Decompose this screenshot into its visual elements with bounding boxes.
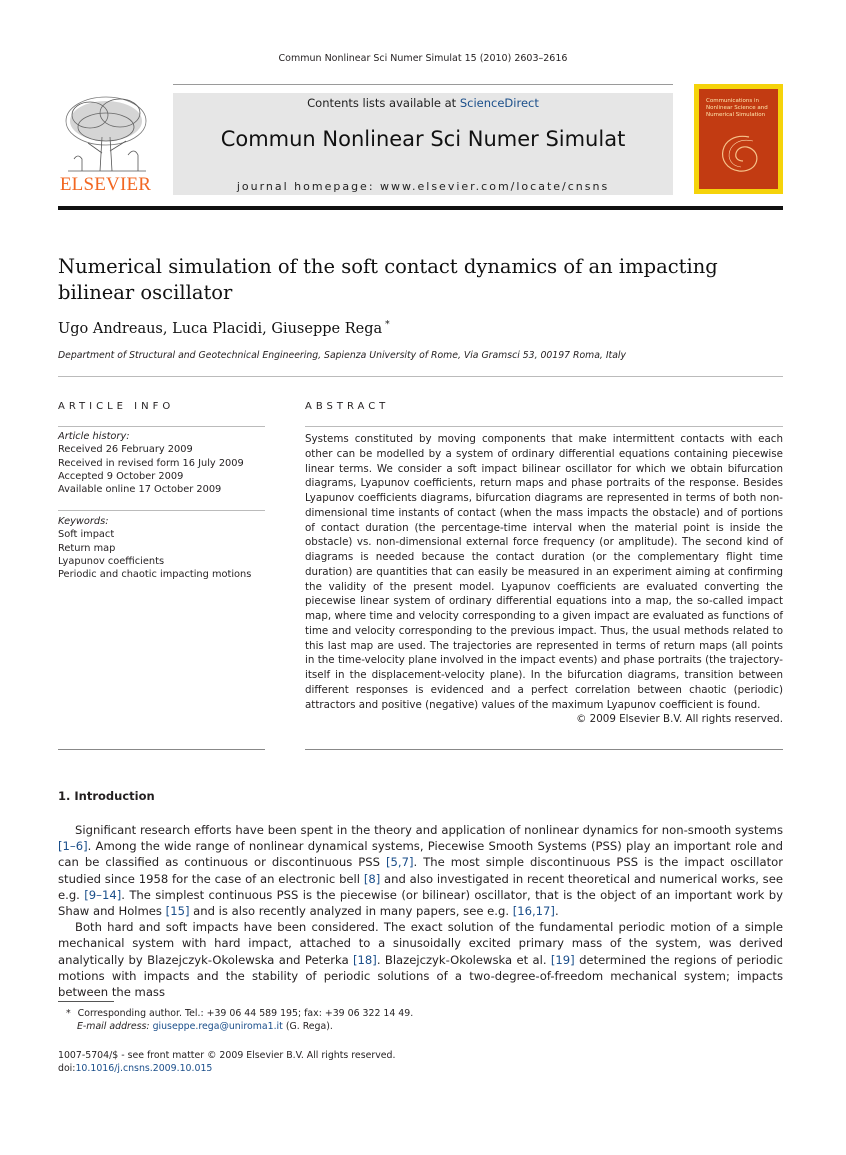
keyword-item: Soft impact <box>58 529 115 541</box>
paragraph-text: determined the regions of periodic motions with impacts and the stability of periodic solutions of a two-degree-of-freedom mechanical system; impacts between the mass <box>58 952 784 1000</box>
affiliation: Department of Structural and Geotechnical Engineering, Sapienza University of Rome, Via Gramsci 53, 00197 Roma, Italy <box>58 350 626 361</box>
reference-link[interactable]: [16,17] <box>512 904 555 919</box>
elsevier-wordmark: ELSEVIER <box>59 174 152 195</box>
introduction-paragraph-2 <box>58 919 783 1000</box>
front-matter-line: 1007-5704/$ - see front matter © 2009 Elsevier B.V. All rights reserved. <box>58 1050 396 1061</box>
reference-link[interactable]: [15] <box>165 904 190 919</box>
paragraph-text: Significant research efforts have been spent in the theory and application of nonlinear dynamics for non-smooth systems <box>75 823 783 837</box>
keywords-rule <box>58 510 265 511</box>
journal-masthead <box>173 93 673 195</box>
footnote-contact <box>58 1007 558 1020</box>
paragraph-text: and also investigated in recent theoretical and numerical works, see e.g. <box>58 871 783 902</box>
article-info-rule <box>58 426 265 427</box>
reference-link[interactable]: [18] <box>353 952 377 967</box>
reference-link[interactable]: [1–6] <box>58 839 88 854</box>
paragraph-text: . Among the wide range of nonlinear dynamical systems, Piecewise Smooth Systems (PSS) play an important role and can be classified as continuous or discontinuous PSS <box>58 839 783 870</box>
article-info-heading: ARTICLE INFO <box>58 401 175 412</box>
abstract-copyright: © 2009 Elsevier B.V. All rights reserved. <box>576 713 783 726</box>
keyword-item: Return map <box>58 542 116 554</box>
abstract-rule <box>305 426 783 427</box>
header-bottom-rule <box>58 206 783 210</box>
keywords-label: Keywords: <box>58 516 109 527</box>
history-item: Received 26 February 2009 <box>58 444 193 456</box>
article-history <box>58 430 265 496</box>
paragraph-text: . The simplest continuous PSS is the piecewise (or bilinear) oscillator, that is the object of an important work by Shaw and Holmes <box>58 887 783 919</box>
cover-art <box>699 89 778 189</box>
header-top-rule <box>173 84 673 85</box>
reference-link[interactable]: [5,7] <box>386 855 414 870</box>
author-list <box>58 320 390 337</box>
contents-line <box>173 96 673 110</box>
abstract-heading: ABSTRACT <box>305 401 390 412</box>
cover-spiral-icon <box>709 127 767 177</box>
doi-line <box>58 1062 395 1075</box>
elsevier-logo <box>58 93 153 196</box>
sciencedirect-link[interactable]: ScienceDirect <box>459 96 539 110</box>
issn-block <box>58 1049 395 1075</box>
doi-label: doi: <box>58 1063 76 1074</box>
abstract <box>305 432 783 727</box>
history-item: Received in revised form 16 July 2009 <box>58 457 244 469</box>
abstract-end-rule <box>305 749 783 750</box>
reference-link[interactable]: [19] <box>550 952 575 967</box>
introduction-body <box>58 822 783 1000</box>
footnote-mark: * <box>66 1008 71 1019</box>
paragraph-text: . Blazejczyk-Okolewska et al. <box>376 952 551 967</box>
affiliation-rule <box>58 376 783 377</box>
email-label: E-mail address: <box>77 1021 150 1032</box>
contents-prefix: Contents lists available at <box>307 96 460 110</box>
email-link[interactable]: giuseppe.rega@uniroma1.it <box>152 1021 283 1032</box>
article-title: Numerical simulation of the soft contact dynamics of an impacting bilinear oscillator <box>58 255 718 304</box>
running-citation: Commun Nonlinear Sci Numer Simulat 15 (2010) 2603–2616 <box>278 53 568 64</box>
doi-link[interactable]: 10.1016/j.cnsns.2009.10.015 <box>75 1063 213 1074</box>
introduction-heading: 1. Introduction <box>58 789 155 803</box>
abstract-text: Systems constituted by moving components that make intermittent contacts with each other can be modelled by a system of ordinary differential equations containing piecewise linear terms. We consider a soft impact bilinear oscillator for which we obtain bifurcation diagrams, Lyapunov coefficients, return maps and phase portraits of the response. Besides Lyapunov coefficients diagrams, bifurcation diagrams are represented in terms of both non-dimensional time instants of contact (when the mass impacts the obstacle) and of portions of contact duration (the percentage-time interval when the material point is inside the obstacle) vs. non-dimensional external force frequency (or amplitude). The second kind of diagrams is needed because the contact duration (or the complementary flight time duration) are quantities that can easily be measured in an experiment aiming at confirming the validity of the present model. Lyapunov coefficients are evaluated converting the piecewise linear system of ordinary differential equations into a map, the so-called impact map, where time and velocity corresponding to a given impact are evaluated as functions of time and velocity corresponding to the previous impact. Thus, the usual methods related to this last map are used. The trajectories are represented in terms of return maps (all points in the time-velocity plane involved in the impact events) and phase portraits (the trajectory-itself in the displacement-velocity plane). In the bifurcation diagrams, transition between different responses is evidenced and a perfect correlation between chaotic (periodic) attractors and positive (negative) values of the maximum Lyapunov coefficient is found. <box>305 433 783 711</box>
keyword-item: Periodic and chaotic impacting motions <box>58 569 252 581</box>
footnote-phone: Corresponding author. Tel.: +39 06 44 589 195; fax: +39 06 322 14 49. <box>77 1008 414 1019</box>
footnote-email-line <box>58 1020 558 1033</box>
journal-cover-image <box>694 84 783 194</box>
reference-link[interactable]: [9–14] <box>84 887 122 902</box>
journal-homepage-link[interactable]: journal homepage: www.elsevier.com/locate/cnsns <box>236 180 610 193</box>
paragraph-text: Both hard and soft impacts have been considered. The exact solution of the fundamental periodic motion of a simple mechanical system with hard impact, attached to a sinusoidally excited primary mass of the system, was derived analytically by Blazejczyk-Okolewska and Peterka <box>58 920 783 967</box>
email-suffix: (G. Rega). <box>285 1021 333 1032</box>
author-names: Ugo Andreaus, Luca Placidi, Giuseppe Rega <box>58 321 383 337</box>
journal-name: Commun Nonlinear Sci Numer Simulat <box>220 127 626 151</box>
corresponding-author-mark[interactable]: * <box>385 320 390 330</box>
reference-link[interactable]: [8] <box>363 871 381 886</box>
history-item: Available online 17 October 2009 <box>58 484 222 496</box>
footnote-rule <box>58 1001 114 1002</box>
paragraph-text: . The most simple discontinuous PSS is the impact oscillator studied since 1958 for the case of an electronic bell <box>58 855 783 886</box>
keywords-block <box>58 515 265 581</box>
cover-title: Communications in Nonlinear Science and Numerical Simulation <box>706 98 768 118</box>
info-end-rule <box>58 749 265 750</box>
keyword-item: Lyapunov coefficients <box>58 555 165 567</box>
paragraph-text: . <box>554 904 559 919</box>
introduction-paragraph-1 <box>58 822 783 919</box>
history-item: Accepted 9 October 2009 <box>58 470 184 482</box>
corresponding-author-footnote <box>58 1007 558 1033</box>
history-label: Article history: <box>58 431 130 442</box>
elsevier-tree-icon <box>58 93 153 173</box>
paragraph-text: and is also recently analyzed in many papers, see e.g. <box>189 904 513 919</box>
